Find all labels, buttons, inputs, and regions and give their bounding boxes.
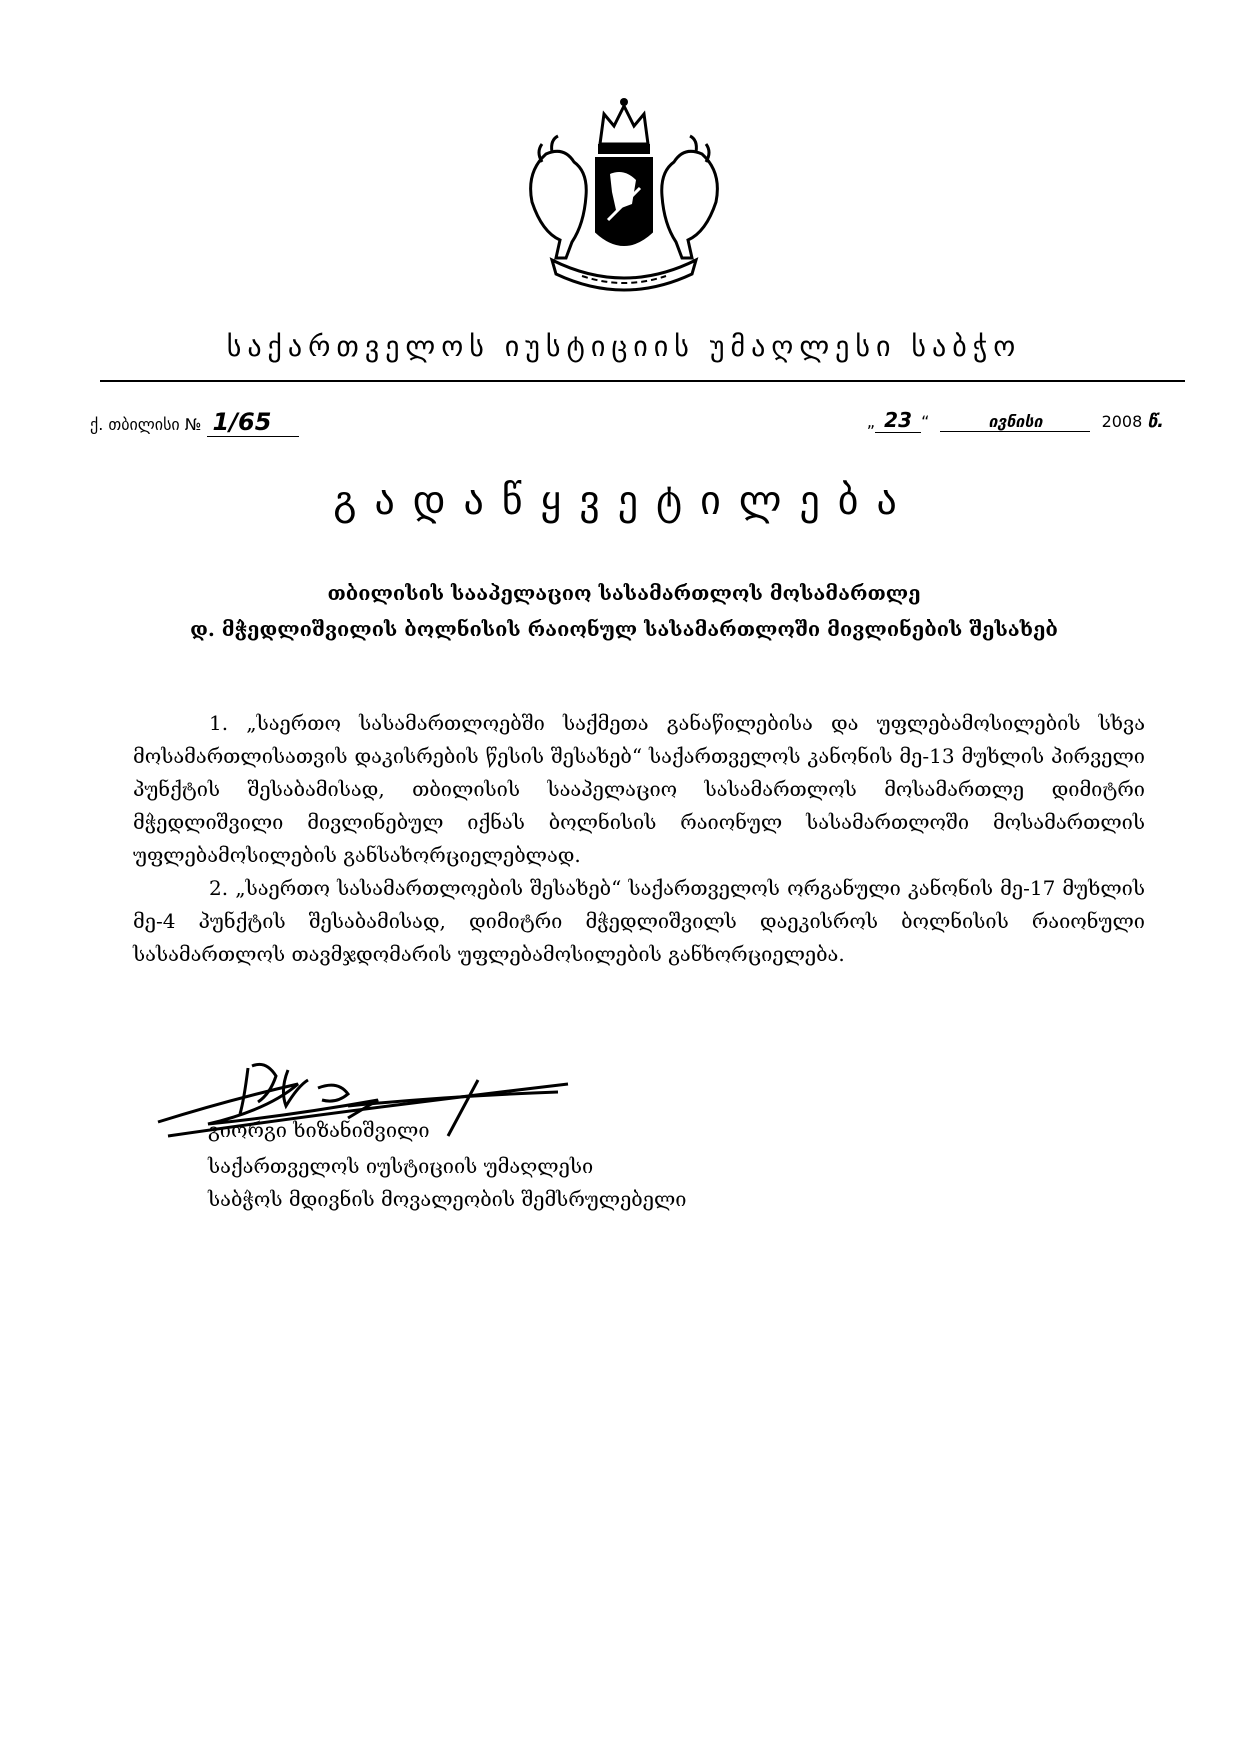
signatory-title xyxy=(208,1150,686,1216)
date-month: ივნისი xyxy=(940,412,1090,432)
number-sign: № xyxy=(184,415,202,434)
coat-of-arms-emblem xyxy=(512,92,736,292)
subject-line-1: თბილისის სააპელაციო სასამართლოს მოსამართლე xyxy=(327,581,921,605)
subject-line-2: დ. მჭედლიშვილის ბოლნისის რაიონულ სასამართლოში მივლინების შესახებ xyxy=(190,617,1058,641)
signatory-title-line-1: საქართველოს იუსტიციის უმაღლესი xyxy=(208,1154,594,1178)
place-and-number xyxy=(90,408,299,437)
decision-number: 1/65 xyxy=(207,408,299,437)
paragraph-1: 1. „საერთო სასამართლოებში საქმეთა განაწილებისა და უფლებამოსილების სხვა მოსამართლისათვის დაკისრების წესის შესახებ“ საქართველოს კანონის მე-13 მუხლის პირველი პუნქტის შესაბამისად, თბილისის სააპელაციო სასამართლოს მოსამართლე დიმიტრი მჭედლიშვილი მივლინებულ იქნას ბოლნისის რაიონულ სასამართლოში მოსამართლის უფლებამოსილების განსახორციელებლად. xyxy=(133,711,1145,867)
decision-date: „ 23 “ ივნისი 2008 წ. xyxy=(866,408,1164,432)
council-name: საქართველოს იუსტიციის უმაღლესი საბჭო xyxy=(226,330,1022,363)
year-suffix: წ. xyxy=(1147,411,1164,432)
date-day: 23 xyxy=(875,408,921,433)
header-rule xyxy=(100,380,1185,382)
date-year: 2008 xyxy=(1101,412,1143,431)
handwritten-signature xyxy=(148,1040,578,1160)
signatory-name: გიორგი ხიზანიშვილი xyxy=(208,1118,430,1142)
signatory-title-line-2: საბჭოს მდივნის მოვალეობის შემსრულებელი xyxy=(208,1187,687,1211)
document-body xyxy=(133,707,1145,971)
document-subject xyxy=(0,575,1248,647)
document-title: გადაწყვეტილება xyxy=(333,478,915,524)
paragraph-2: 2. „საერთო სასამართლოების შესახებ“ საქართველოს ორგანული კანონის მე-17 მუხლის მე-4 პუნქტის შესაბამისად, დიმიტრი მჭედლიშვილს დაეკისროს ბოლნისის რაიონული სასამართლოს თავმჯდომარის უფლებამოსილების განხორციელება. xyxy=(133,876,1145,966)
place-label: ქ. თბილისი xyxy=(90,415,180,434)
